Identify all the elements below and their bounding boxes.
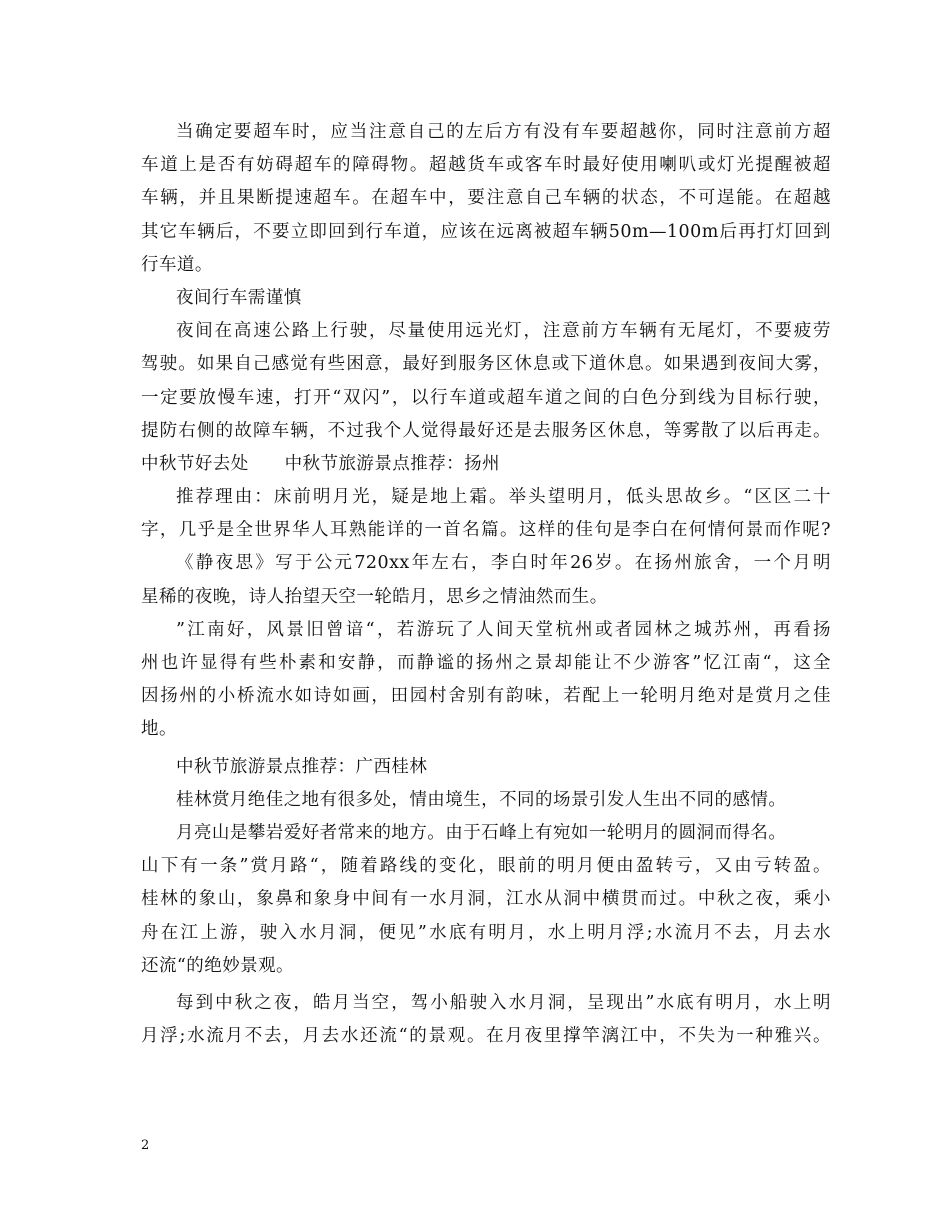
paragraph-line: 山下有一条”赏月路“，随着路线的变化，眼前的明月便由盈转亏，又由亏转盈。 <box>141 856 831 877</box>
paragraph-line: 驾驶。如果自己感觉有些困意，最好到服务区休息或下道休息。如果遇到夜间大雾， <box>141 354 831 375</box>
paragraph-line: 桂林赏月绝佳之地有很多处，情由境生，不同的场景引发人生出不同的感情。 <box>176 789 787 810</box>
paragraph-line: 还流“的绝妙景观。 <box>141 955 294 976</box>
paragraph-line: 州也许显得有些朴素和安静，而静谧的扬州之景却能让不少游客”忆江南“，这全 <box>141 653 831 673</box>
paragraph-line: 每到中秋之夜，皓月当空，驾小船驶入水月洞，呈现出”水底有明月，水上明 <box>176 992 831 1013</box>
paragraph-line: 舟在江上游，驶入水月洞，便见”水底有明月，水上明月浮;水流月不去，月去水 <box>141 922 831 943</box>
paragraph-line: 其它车辆后，不要立即回到行车道，应该在远离被超车辆50m—100m后再打灯回到 <box>141 221 831 242</box>
paragraph-line: ”江南好，风景旧曾谙“，若游玩了人间天堂杭州或者园林之城苏州，再看扬 <box>176 619 831 640</box>
paragraph-line: 星稀的夜晚，诗人抬望天空一轮皓月，思乡之情油然而生。 <box>141 586 608 607</box>
paragraph-line: 提防右侧的故障车辆，不过我个人觉得最好还是去服务区休息，等雾散了以后再走。 <box>141 420 831 441</box>
paragraph-line: 地。 <box>141 719 177 740</box>
paragraph-line: 车辆，并且果断提速超车。在超车中，要注意自己车辆的状态，不可逞能。在超越 <box>141 188 831 209</box>
paragraph-line: 推荐理由：床前明月光，疑是地上霜。举头望明月，低头思故乡。“区区二十 <box>176 487 831 508</box>
section-heading: 中秋节旅游景点推荐：广西桂林 <box>176 756 428 777</box>
body-text <box>141 116 831 1053</box>
paragraph-line: 当确定要超车时，应当注意自己的左后方有没有车要超越你，同时注意前方超 <box>176 122 831 142</box>
section-heading: 中秋节好去处 中秋节旅游景点推荐：扬州 <box>141 453 500 474</box>
paragraph-line: 字，几乎是全世界华人耳熟能详的一首名篇。这样的佳句是李白在何情何景而作呢? <box>141 520 831 541</box>
paragraph-line: 车道上是否有妨碍超车的障碍物。超越货车或客车时最好使用喇叭或灯光提醒被超 <box>141 155 831 176</box>
paragraph-line: 一定要放慢车速，打开“双闪”，以行车道或超车道之间的白色分到线为目标行驶， <box>141 387 831 408</box>
paragraph-line: 行车道。 <box>141 254 213 275</box>
section-heading: 夜间行车需谨慎 <box>176 287 302 308</box>
page-number: 2 <box>141 1138 150 1153</box>
paragraph-line: 月亮山是攀岩爱好者常来的地方。由于石峰上有宛如一轮明月的圆洞而得名。 <box>176 822 787 843</box>
paragraph-line: 月浮;水流月不去，月去水还流“的景观。在月夜里撑竿漓江中，不失为一种雅兴。 <box>141 1026 831 1047</box>
paragraph-line: 夜间在高速公路上行驶，尽量使用远光灯，注意前方车辆有无尾灯，不要疲劳 <box>176 321 831 342</box>
paragraph-line: 因扬州的小桥流水如诗如画，田园村舍别有韵味，若配上一轮明月绝对是赏月之佳 <box>141 686 831 707</box>
paragraph-line: 《静夜思》写于公元720xx年左右，李白时年26岁。在扬州旅舍，一个月明 <box>176 553 831 574</box>
paragraph-line: 桂林的象山，象鼻和象身中间有一水月洞，江水从洞中横贯而过。中秋之夜，乘小 <box>141 889 831 910</box>
